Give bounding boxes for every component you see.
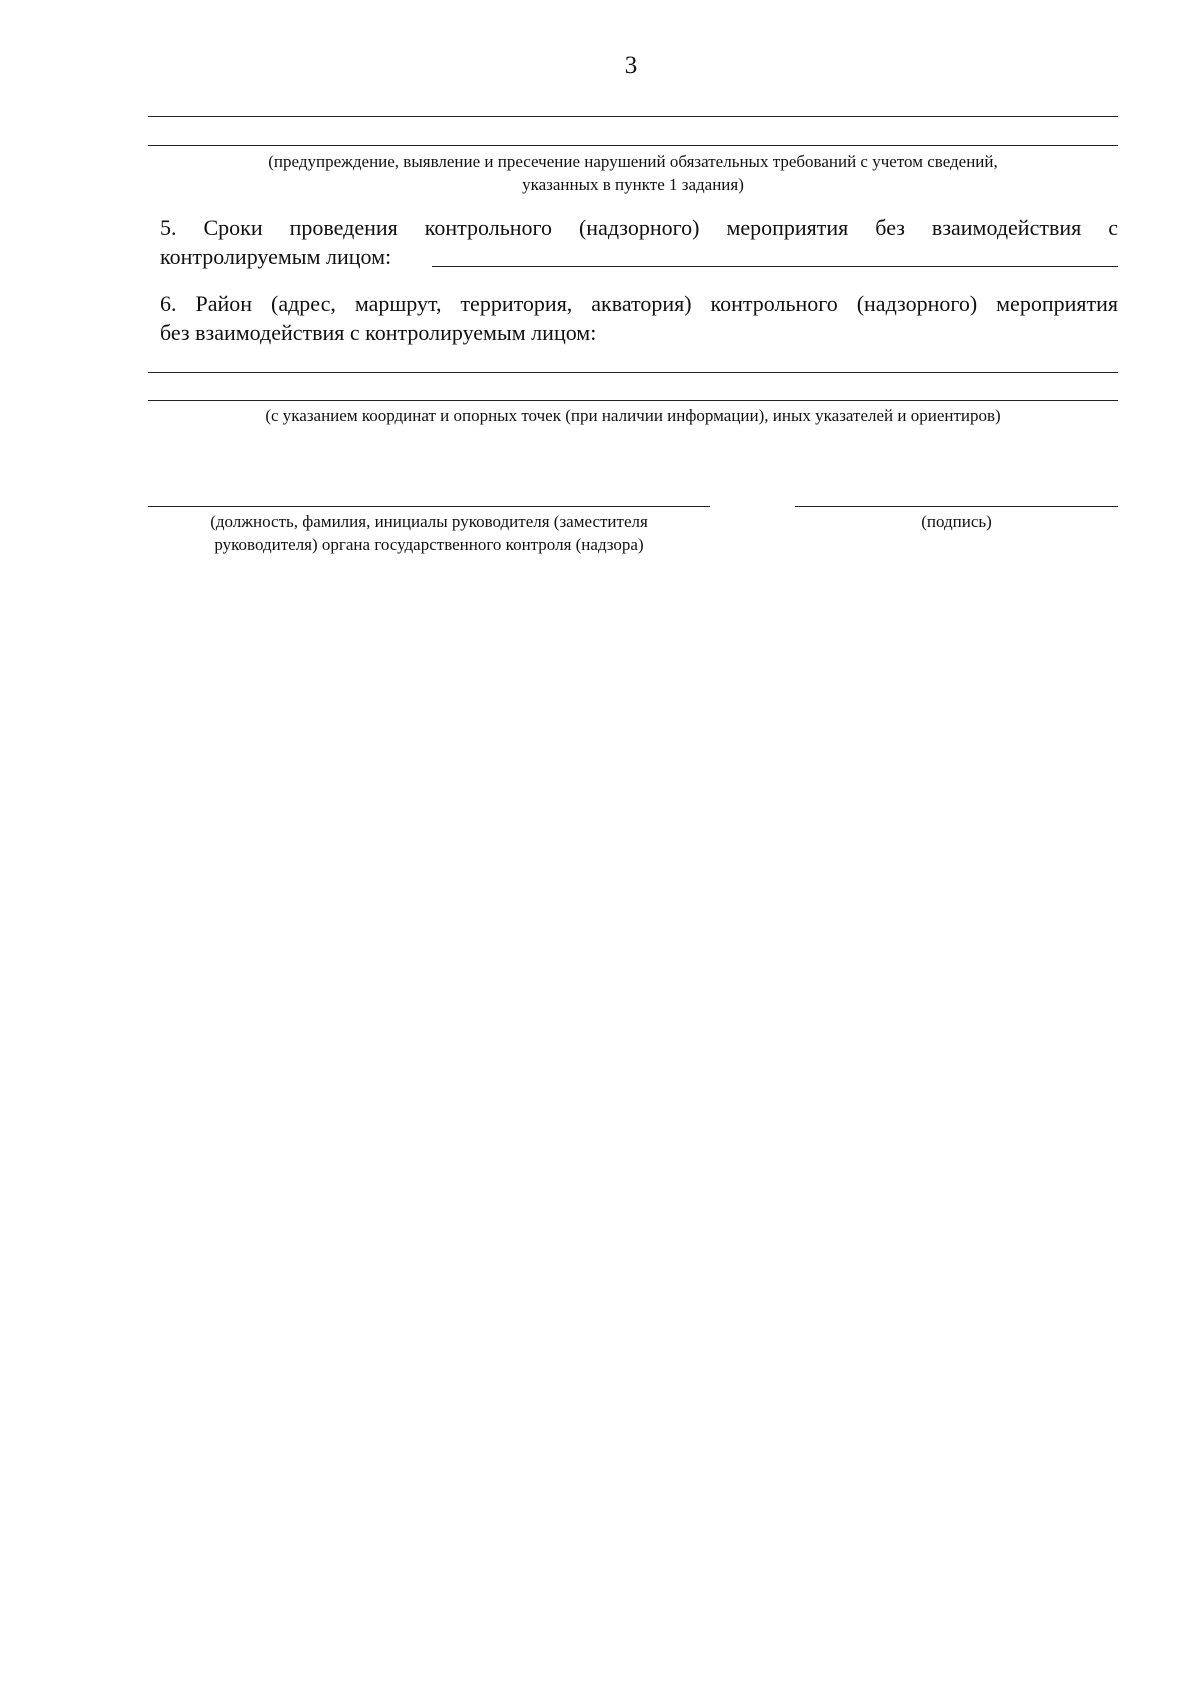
signature-caption: (подпись) [921,512,992,531]
position-signature-line[interactable] [148,506,710,507]
signature-line[interactable] [795,506,1118,507]
section-6-line-2: без взаимодействия с контролируемым лицом: [160,320,597,345]
section-5-terms [160,213,1118,242]
area-input-line-1[interactable] [148,372,1118,373]
section-5-line-2-label: контролируемым лицом: [160,244,392,269]
area-caption: (с указанием координат и опорных точек (при наличии информации), иных указателей и ориентиров) [265,406,1001,425]
page-number: 3 [624,52,638,79]
area-input-line-2[interactable] [148,400,1118,401]
goals-caption-line-2: указанных в пункте 1 задания) [522,175,744,194]
position-caption [148,510,710,556]
section-6-area [160,289,1118,347]
goals-caption-line-1: (предупреждение, выявление и пресечение нарушений обязательных требований с учетом сведений, [268,152,998,171]
terms-input-line[interactable] [432,266,1118,267]
section-6-line-1: 6. Район (адрес, маршрут, территория, акватория) контрольного (надзорного) мероприятия [160,291,1118,316]
position-caption-line-2: руководителя) органа государственного контроля (надзора) [214,535,644,554]
section-5-line-1: 5. Сроки проведения контрольного (надзорного) мероприятия без взаимодействия с [160,215,1118,240]
position-caption-line-1: (должность, фамилия, инициалы руководителя (заместителя [210,512,648,531]
goals-caption [148,150,1118,196]
blank-line-goals-2 [148,145,1118,146]
blank-line-goals-1 [148,116,1118,117]
